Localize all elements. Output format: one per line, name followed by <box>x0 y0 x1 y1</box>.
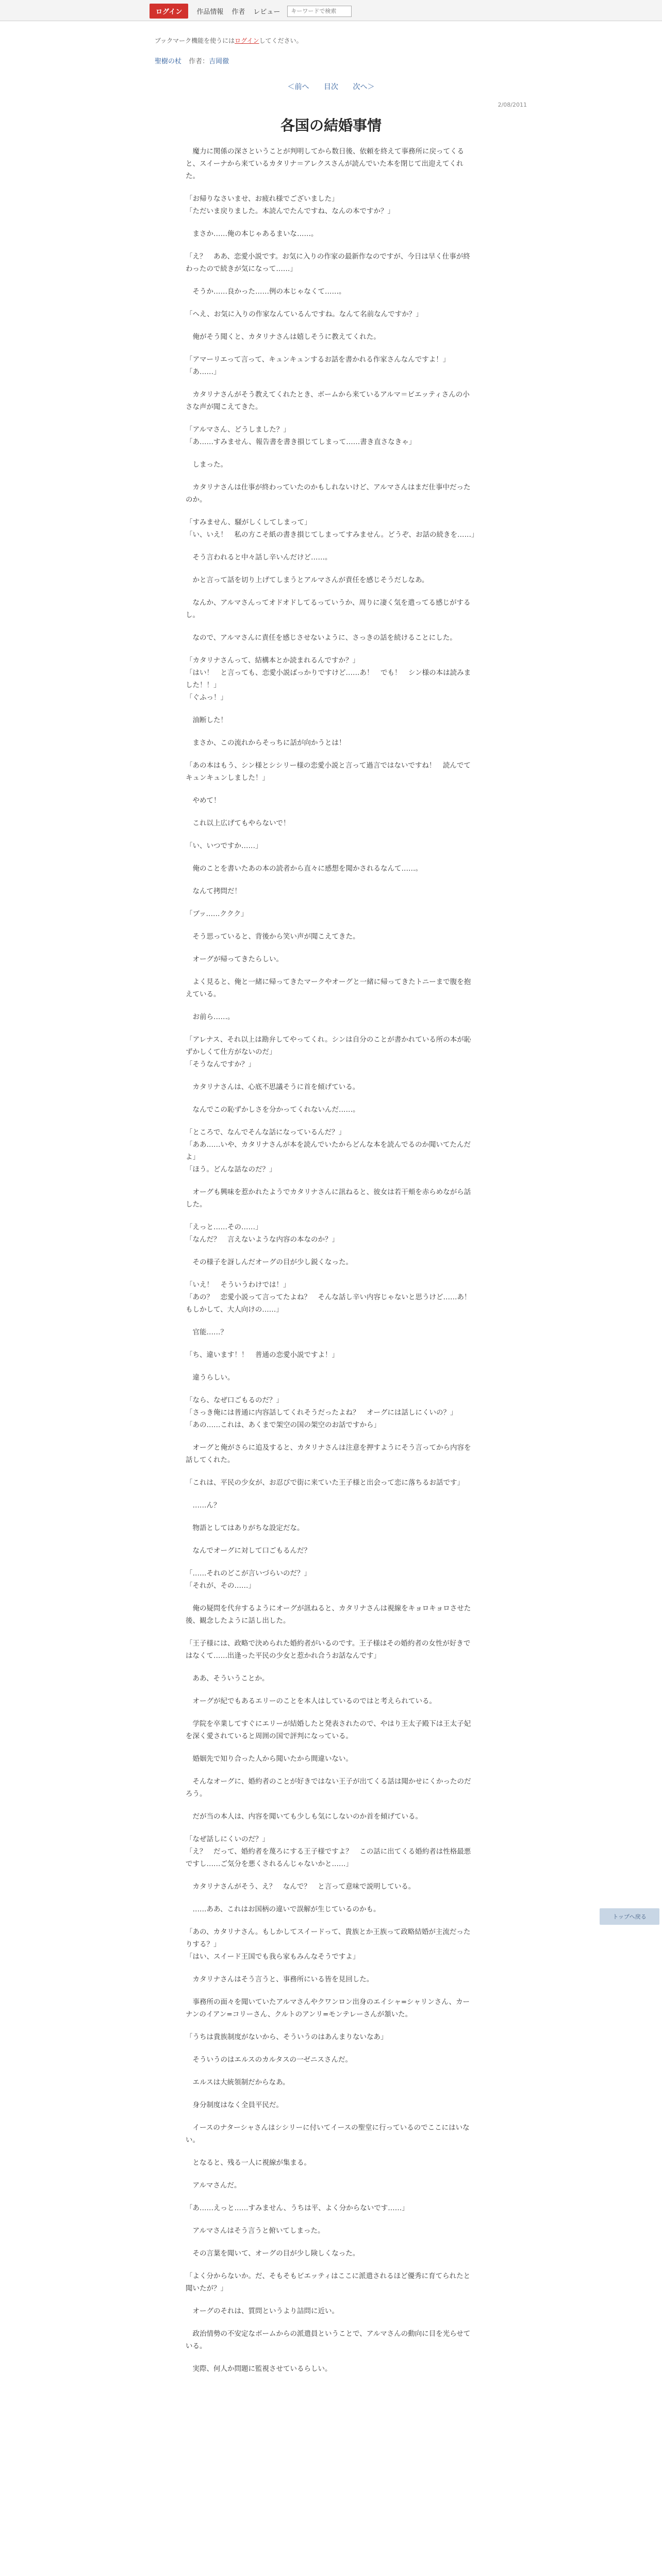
body-paragraph: 官能……？ <box>186 1328 227 1336</box>
body-paragraph: まさか……俺の本じゃあるまいな……。 <box>186 230 318 238</box>
author-row <box>155 56 229 65</box>
body-paragraph: しまった。 <box>186 461 227 469</box>
nav-link-work-info[interactable]: 作品情報 <box>196 8 224 16</box>
body-paragraph: オーグのそれは、質問というより詰問に近い。 <box>186 2307 339 2315</box>
body-paragraph: オーグと俺がさらに追及すると、カタリナさんは注意を押すようにそう言ってから内容を話してくれた。 <box>186 1444 471 1464</box>
top-navigation-bar <box>0 0 662 21</box>
post-date: 2/08/2011 <box>498 101 527 108</box>
body-paragraph: やめて！ <box>186 796 221 805</box>
body-paragraph: 「カタリナさんって、結構本とか読まれるんですか？」 「はい！ と言っても、恋愛小説ばっかりですけど……あ！ でも！ シン様の本は読みました！！」 「ぐふっ！」 <box>186 656 471 702</box>
body-paragraph: なんでオーグに対して口ごもるんだ？ <box>186 1547 311 1555</box>
body-paragraph: 「えっと……その……」 「なんだ？ 言えないような内容の本なのか？」 <box>186 1223 339 1244</box>
body-paragraph: オーグが帰ってきたらしい。 <box>186 955 283 963</box>
body-paragraph: 「アレナス、それ以上は勘弁してやってくれ。シンは自分のことが書かれている所の本が恥ずかしくて仕方がないのだ」 「そうなんですか？」 <box>186 1036 471 1069</box>
body-paragraph: カタリナさんは、心底不思議そうに首を傾げている。 <box>186 1083 360 1091</box>
body-paragraph: なんでこの恥ずかしさを分かってくれないんだ……。 <box>186 1106 360 1114</box>
author-label: 作者： <box>189 58 209 65</box>
prev-chapter-link[interactable]: ＜前へ <box>287 83 309 91</box>
nav-link-author[interactable]: 作者 <box>231 8 245 16</box>
body-paragraph: なので、アルマさんに責任を感じさせないように、さっきの話を続けることにした。 <box>186 634 457 642</box>
body-paragraph: 違うらしい。 <box>186 1374 235 1382</box>
next-chapter-link[interactable]: 次へ＞ <box>353 83 375 91</box>
body-paragraph: なんて拷問だ！ <box>186 887 241 895</box>
back-to-top-button[interactable]: トップへ戻る <box>600 1908 659 1925</box>
body-paragraph: 「なら、なぜ口ごもるのだ？」 「さっき俺には普通に内容話してくれそうだったよね？ オーグには話しにくいの？」 「あの……これは、あくまで架空の国の架空のお話ですから」 <box>186 1396 457 1429</box>
body-paragraph: 「ブッ……ククク」 <box>186 910 248 918</box>
nav-link-review[interactable]: レビュー <box>253 8 280 16</box>
chapter-body <box>186 145 476 2385</box>
body-paragraph: これ以上広げてもやらないで！ <box>186 819 290 827</box>
body-paragraph: カタリナさんがそう教えてくれたとき、ボームから来ているアルマ＝ビエッティさんの小さな声が聞こえてきた。 <box>186 391 470 411</box>
body-paragraph: 婚姻先で知り合った人から聞いたから間違いない。 <box>186 1755 353 1763</box>
body-paragraph: アルマさんだ。 <box>186 2181 241 2190</box>
body-paragraph: となると、残る一人に視線が集まる。 <box>186 2159 311 2167</box>
top-navigation-inner <box>150 4 352 19</box>
body-paragraph: 「あ……えっと……すみません、うちは平、よく分からないです……」 <box>186 2204 409 2212</box>
bookmark-login-notice <box>155 36 303 45</box>
login-button[interactable]: ログイン <box>150 4 188 19</box>
body-paragraph: 「い、いつですか……」 <box>186 842 262 850</box>
body-paragraph: オーグが紀でもあるエリーのことを本人はしているのではと考えられている。 <box>186 1697 436 1705</box>
body-paragraph: 「へえ、お気に入りの作家なんているんですね。なんて名前なんですか？」 <box>186 310 423 318</box>
body-paragraph: ……ん？ <box>186 1501 221 1510</box>
chapter-pager <box>0 81 662 92</box>
author-link[interactable]: 吉岡徹 <box>209 58 229 65</box>
body-paragraph: 俺の疑問を代弁するようにオーグが訊ねると、カタリナさんは視線をキョロキョロさせた後、観念したように話し出した。 <box>186 1604 471 1625</box>
body-paragraph: 俺のことを書いたあの本の読者から直々に感想を聞かされるなんて……。 <box>186 865 422 873</box>
chapter-title: 各国の結婚事情 <box>280 117 382 134</box>
body-paragraph: よく見ると、俺と一緒に帰ってきたマークやオーグと一緒に帰ってきたトニーまで腹を抱えている。 <box>186 978 471 998</box>
body-paragraph: その言葉を聞いて、オーグの目が少し険しくなった。 <box>186 2249 360 2258</box>
body-paragraph: ……ああ、これはお国柄の違いで誤解が生じているのかも。 <box>186 1905 380 1913</box>
body-paragraph: 「すみません、騒がしくしてしまって」 「い、いえ！ 私の方こそ紙の書き損じてしまってすみません。どうぞ、お話の続きを……」 <box>186 518 478 539</box>
body-paragraph: 「うちは貴族制度がないから、そういうのはあんまりないなあ」 <box>186 2033 388 2041</box>
series-link[interactable]: 聖樹の杖 <box>155 58 182 65</box>
body-paragraph: 「ところで、なんでそんな話になっているんだ？」 「ああ……いや、カタリナさんが本を読んでいたからどんな本を読んでるのか聞いてたんだよ」 「ほう。どんな話なのだ？」 <box>186 1128 471 1174</box>
body-paragraph: 「お帰りなさいませ、お疲れ様でございました」 「ただいま戻りました。本読んでたんですね、なんの本ですか？」 <box>186 195 394 215</box>
search-input[interactable] <box>287 6 352 17</box>
body-paragraph: 「これは、平民の少女が、お忍びで街に来ていた王子様と出会って恋に落ちるお話です」 <box>186 1479 464 1487</box>
body-paragraph: 「いえ！ そういうわけでは！」 「あの？ 恋愛小説って言ってたよね？ そんな話し辛い内容じゃないと思うけど……あ！ もしかして、大人向けの……」 <box>186 1281 471 1314</box>
bookmark-notice-prefix: ブックマーク機能を使うには <box>155 37 235 44</box>
body-paragraph: 「……それのどこが言いづらいのだ？」 「それが、その……」 <box>186 1569 311 1590</box>
body-paragraph: 実際、何人か問題に監視させているらしい。 <box>186 2365 332 2373</box>
body-paragraph: アルマさんはそう言うと俯いてしまった。 <box>186 2227 325 2235</box>
body-paragraph: 「王子様には、政略で決められた婚約者がいるのです。王子様はその婚約者の女性が好きではなくて……出逢った平民の少女と惹かれ合うお話なんです」 <box>186 1639 471 1660</box>
body-paragraph: なんか、アルマさんってオドオドしてるっていうか、周りに凄く気を遣ってる感じがするし。 <box>186 599 471 619</box>
body-paragraph: 事務所の面々を聞いていたアルマさんやクワンロン出身のエイシャ=シャリンさん、カーナンのイアン=コリーさん、クルトのアンリ=モンテレーさんが頷いた。 <box>186 1998 470 2019</box>
body-paragraph: 学院を卒業してすぐにエリーが結婚したと発表されたので、やはり王太子殿下は王太子妃を深く愛されていると周囲の国で評判になっている。 <box>186 1720 471 1740</box>
bookmark-login-link[interactable]: ログイン <box>235 37 259 44</box>
body-paragraph: カタリナさんは仕事が終わっていたのかもしれないけど、アルマさんはまだ仕事中だったのか。 <box>186 483 471 504</box>
body-paragraph: 「アルマさん、どうしました？」 「あ……すみません、報告書を書き損じてしまって……書き直さなきゃ」 <box>186 426 416 446</box>
body-paragraph: 「アマーリエって言って、キュンキュンするお話を書かれる作家さんなんですよ！」 「あ……」 <box>186 355 450 376</box>
body-paragraph: そう思っていると、背後から笑い声が聞こえてきた。 <box>186 933 360 941</box>
body-paragraph: 政治情勢の不安定なボームからの派遣員ということで、アルマさんの動向に目を光らせている。 <box>186 2330 471 2350</box>
body-paragraph: ああ、そういうことか。 <box>186 1674 269 1683</box>
body-paragraph: その様子を訝しんだオーグの目が少し鋭くなった。 <box>186 1258 353 1266</box>
body-paragraph: だが当の本人は、内容を聞いても少しも気にしないのか首を傾げている。 <box>186 1812 422 1821</box>
body-paragraph: 油断した！ <box>186 716 227 724</box>
body-paragraph: そんなオーグに、婚約者のことが好きではない王子が出てくる話は聞かせにくかったのだろう。 <box>186 1777 471 1798</box>
bookmark-notice-suffix: してください。 <box>259 37 303 44</box>
body-paragraph: エルスは大統領制だからなあ。 <box>186 2078 290 2087</box>
body-paragraph: カタリナさんはそう言うと、事務所にいる皆を見回した。 <box>186 1975 374 1984</box>
body-paragraph: 物語としてはありがちな設定だな。 <box>186 1524 304 1532</box>
body-paragraph: オーグも興味を惹かれたようでカタリナさんに訊ねると、彼女は若干頬を赤らめながら話した。 <box>186 1188 471 1209</box>
body-paragraph: お前ら……。 <box>186 1013 235 1021</box>
body-paragraph: そうか……良かった……例の本じゃなくて……。 <box>186 287 346 296</box>
body-paragraph: 俺がそう聞くと、カタリナさんは嬉しそうに教えてくれた。 <box>186 333 380 341</box>
body-paragraph: 「ち、違います！！ 普通の恋愛小説ですよ！」 <box>186 1351 339 1359</box>
body-paragraph: 「あの、カタリナさん。もしかしてスイードって、貴族とか王族って政略結婚が主流だったりする？」 「はい、スイード王国でも我ら家もみんなそうですよ」 <box>186 1928 471 1961</box>
body-paragraph: まさか、この流れからそっちに話が向かうとは！ <box>186 739 346 747</box>
body-paragraph: かと言って話を切り上げてしまうとアルマさんが責任を感じそうだしなあ。 <box>186 576 429 584</box>
body-paragraph: 身分制度はなく全員平民だ。 <box>186 2101 283 2109</box>
body-paragraph: イースのナターシャさんはシシリーに付いてイースの聖堂に行っているのでここにはいない。 <box>186 2124 470 2144</box>
body-paragraph: 「よく分からないか。だ、そもそもビエッティはここに派遣されるほど優秀に育てられたと聞いたが？」 <box>186 2272 471 2293</box>
body-paragraph: 「え？ ああ、恋愛小説です。お気に入りの作家の最新作なのですが、今日は早く仕事が終わったので続きが気になって……」 <box>186 252 470 273</box>
body-paragraph: 「なぜ話しにくいのだ？」 「え？ だって、婚約者を蔑ろにする王子様ですよ？ この話に出てくる婚約者は性格最悪ですし……ご気分を悪くされるんじゃないかと……」 <box>186 1835 471 1868</box>
body-paragraph: 「あの本はもう、シン様とシシリー様の恋愛小説と言って過言ではないですね！ 読んでてキュンキュンしました！」 <box>186 761 471 782</box>
body-paragraph: カタリナさんがそう、え？ なんで？ と言って意味で説明している。 <box>186 1883 416 1891</box>
table-of-contents-link[interactable]: 目次 <box>324 83 338 91</box>
body-paragraph: そういうのはエルスのカルタスの一ゼニスさんだ。 <box>186 2056 353 2064</box>
body-paragraph: そう言われると中々話し辛いんだけど……。 <box>186 553 332 562</box>
body-paragraph: 魔力に関係の深さということが判明してから数日後、依頼を終えて事務所に戻ってくると、スイーナから来ているカタリナ＝アレクスさんが読んでいた本を閉じて出迎えてくれた。 <box>186 147 464 180</box>
